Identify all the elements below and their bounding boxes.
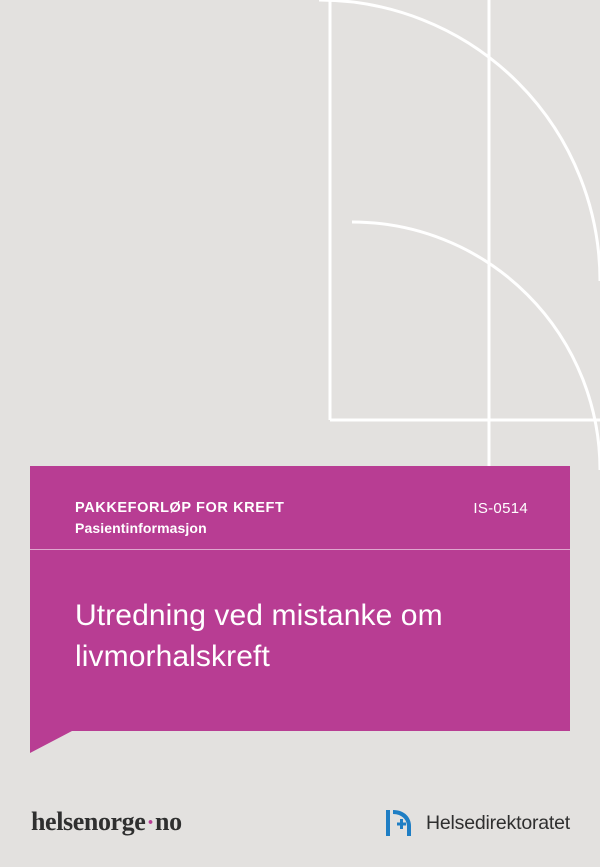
- helsenorge-logo-tld: no: [155, 807, 182, 836]
- helsedirektoratet-label: Helsedirektoratet: [425, 811, 570, 834]
- banner-kicker-sub: Pasientinformasjon: [75, 519, 207, 536]
- helsenorge-logo-word: helsenorge: [31, 807, 146, 836]
- helsedirektoratet-mark-icon: [383, 806, 417, 840]
- banner-kicker: [75, 499, 284, 537]
- title-banner: [30, 466, 570, 731]
- banner-tail-shape: [30, 731, 72, 753]
- helsenorge-logo-dot: ·: [146, 810, 155, 836]
- helsedirektoratet-logo: [383, 806, 570, 840]
- page-footer: [0, 780, 600, 867]
- banner-header-row: [30, 466, 570, 550]
- helsenorge-logo: [31, 807, 182, 837]
- page-title: Utredning ved mistanke om livmorhalskreft: [75, 599, 443, 673]
- document-code: IS-0514: [473, 500, 528, 517]
- banner-kicker-main: PAKKEFORLØP FOR KREFT: [75, 500, 285, 516]
